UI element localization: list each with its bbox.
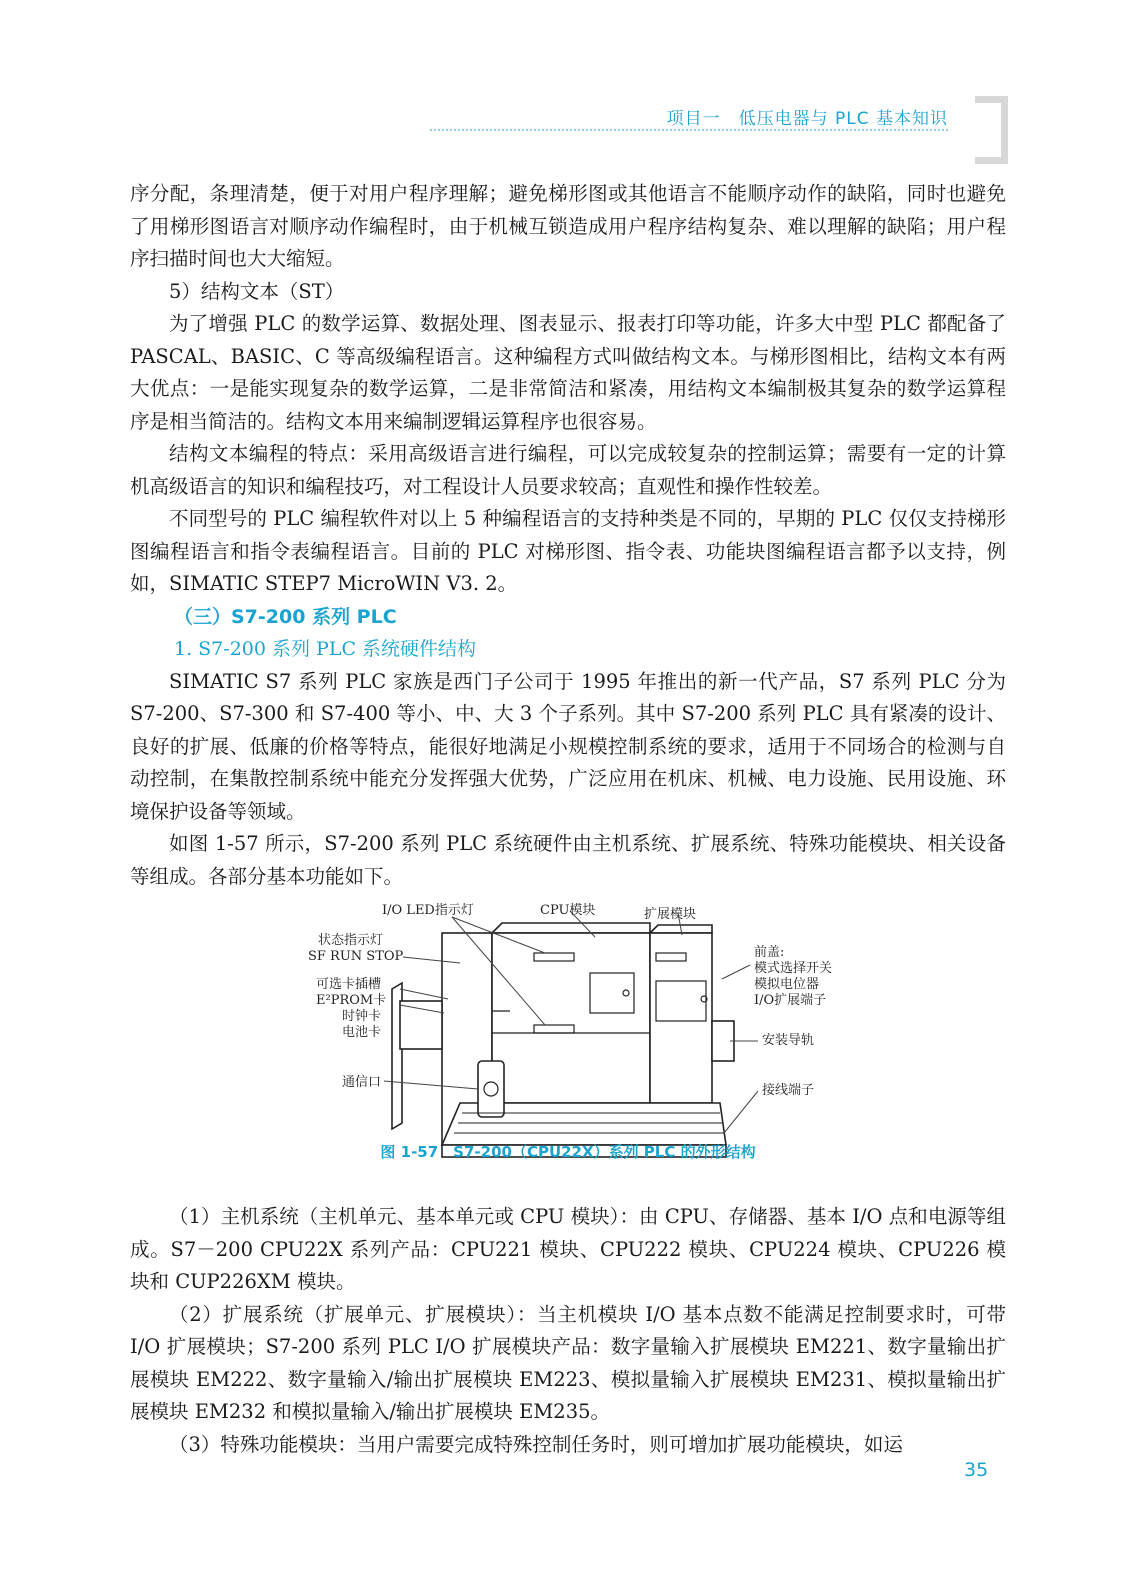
running-header <box>430 96 1010 156</box>
label-clock-card: 时钟卡 <box>342 1009 382 1024</box>
paragraph: （3）特殊功能模块：当用户需要完成特殊控制任务时，则可增加扩展功能模块，如运 <box>169 1432 903 1456</box>
header-title: 项目一 低压电器与 PLC 基本知识 <box>666 109 948 129</box>
label-comm-port: 通信口 <box>342 1075 382 1090</box>
page-number: 35 <box>964 1459 989 1481</box>
figure-caption: 图 1-57 S7-200（CPU22X）系列 PLC 的外形结构 <box>380 1143 756 1161</box>
label-din-rail: 安装导轨 <box>762 1033 815 1048</box>
label-cpu-module: CPU模块 <box>540 903 596 918</box>
paragraph: 结构文本编程的特点：采用高级语言进行编程，可以完成较复杂的控制运算；需要有一定的计算机高级语言的知识和编程技巧，对工程设计人员要求较高；直观性和操作性较差。 <box>130 442 1006 498</box>
label-card-slot: 可选卡插槽 <box>316 977 382 992</box>
paragraph: （1）主机系统（主机单元、基本单元或 CPU 模块）：由 CPU、存储器、基本 I/O 点和电源等组成。S7－200 CPU22X 系列产品：CPU221 模块、CPU222 模块、CPU224 模块、CPU226 模块和 CUP226XM 模块。 <box>130 1205 1006 1293</box>
page-body <box>130 178 1006 1461</box>
paragraph: SIMATIC S7 系列 PLC 家族是西门子公司于 1995 年推出的新一代产品，S7 系列 PLC 分为 S7-200、S7-300 和 S7-400 等小、中、大 3 个子系列。其中 S7-200 系列 PLC 具有紧凑的设计、良好的扩展、低廉的价格等特点，能很好地满足小规模控制系统的要求，适用于不同场合的检测与自动控制，在集散控制系统中能充分发挥强大优势，广泛应用在机床、机械、电力设施、民用设施、环境保护设备等领域。 <box>130 669 1006 823</box>
paragraph: 5）结构文本（ST） <box>169 279 345 303</box>
label-sf-run-stop: SF RUN STOP <box>308 949 404 964</box>
label-battery-card: 电池卡 <box>342 1025 382 1040</box>
label-io-led: I/O LED指示灯 <box>382 903 474 918</box>
label-eprom-card: E²PROM卡 <box>316 993 387 1008</box>
section-heading: （三）S7-200 系列 PLC <box>174 605 397 628</box>
label-mode-switch: 模式选择开关 <box>754 961 833 976</box>
figure-plc-structure <box>130 901 1006 1201</box>
sub-heading: 1. S7-200 系列 PLC 系统硬件结构 <box>174 638 477 660</box>
paragraph: 如图 1-57 所示，S7-200 系列 PLC 系统硬件由主机系统、扩展系统、特殊功能模块、相关设备等组成。各部分基本功能如下。 <box>130 832 1006 888</box>
label-terminal-block: 接线端子 <box>762 1083 815 1098</box>
paragraph: 为了增强 PLC 的数学运算、数据处理、图表显示、报表打印等功能，许多大中型 PLC 都配备了 PASCAL、BASIC、C 等高级编程语言。这种编程方式叫做结构文本。与梯形图相比，结构文本有两大优点：一是能实现复杂的数学运算，二是非常简洁和紧凑，用结构文本编制极其复杂的数学运算程序是相当简洁的。结构文本用来编制逻辑运算程序也很容易。 <box>130 312 1006 433</box>
label-io-expansion-port: I/O扩展端子 <box>754 993 827 1008</box>
paragraph: 序分配，条理清楚，便于对用户程序理解；避免梯形图或其他语言不能顺序动作的缺陷，同时也避免了用梯形图语言对顺序动作编程时，由于机械互锁造成用户程序结构复杂、难以理解的缺陷；用户程序扫描时间也大大缩短。 <box>130 182 1006 270</box>
header-dotted-rule <box>430 129 948 131</box>
header-bracket-decoration <box>975 96 1008 164</box>
paragraph: 不同型号的 PLC 编程软件对以上 5 种编程语言的支持种类是不同的，早期的 PLC 仅仅支持梯形图编程语言和指令表编程语言。目前的 PLC 对梯形图、指令表、功能块图编程语言都予以支持，例如，SIMATIC STEP7 MicroWIN V3. 2。 <box>130 507 1006 595</box>
label-expansion-module: 扩展模块 <box>644 907 697 922</box>
label-status-led: 状态指示灯 <box>318 933 384 948</box>
paragraph: （2）扩展系统（扩展单元、扩展模块）：当主机模块 I/O 基本点数不能满足控制要求时，可带 I/O 扩展模块；S7-200 系列 PLC I/O 扩展模块产品：数字量输入扩展模块 EM221、数字量输出扩展模块 EM222、数字量输入/输出扩展模块 EM223、模拟量输入扩展模块 EM231、模拟量输出扩展模块 EM232 和模拟量输入/输出扩展模块 EM235。 <box>130 1302 1006 1423</box>
label-analog-pot: 模拟电位器 <box>754 977 820 992</box>
label-front-cover: 前盖: <box>754 945 785 960</box>
